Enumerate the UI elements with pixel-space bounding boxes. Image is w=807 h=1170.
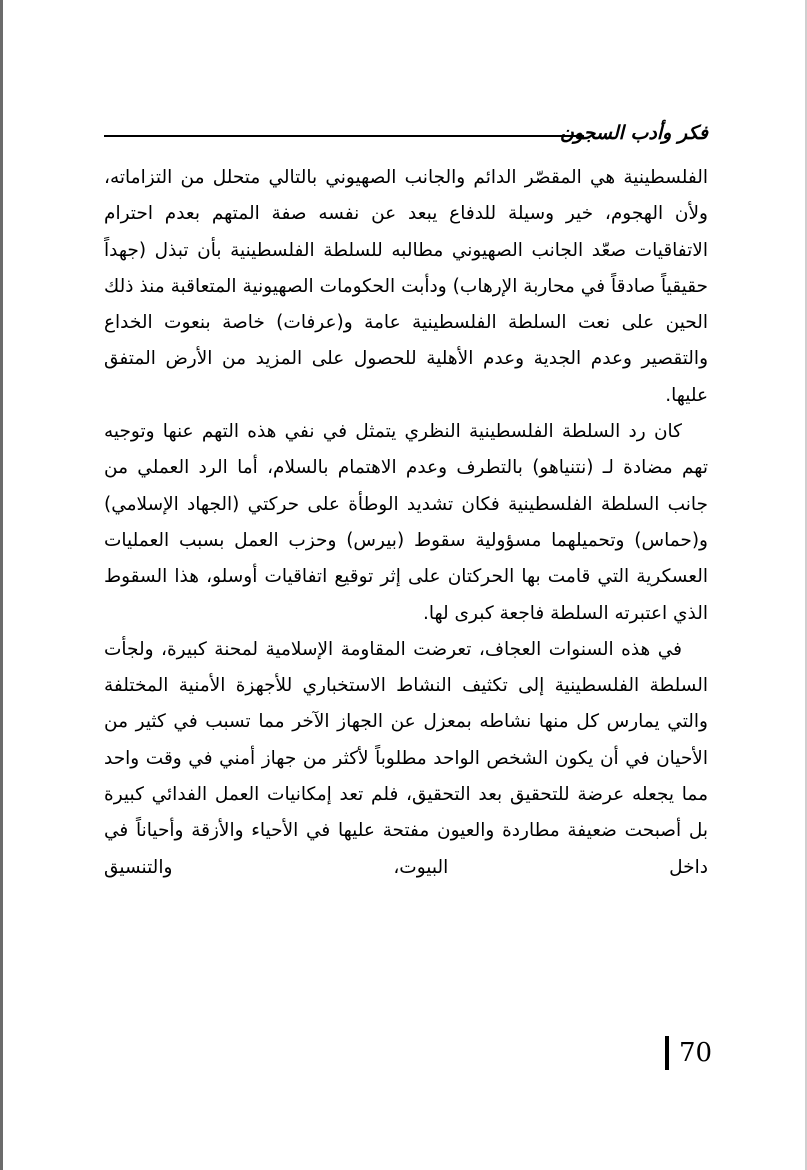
- page-number-bar: [665, 1036, 669, 1070]
- page-number: [665, 1036, 712, 1070]
- page-edge-left: [0, 0, 3, 1170]
- body-text: [104, 160, 708, 886]
- paragraph-1: الفلسطينية هي المقصّر الدائم والجانب الصهيوني بالتالي متحلل من التزاماته، ولأن الهجوم، خير وسيلة للدفاع يبعد عن نفسه صفة المتهم بعدم احترام الاتفاقيات صعّد الجانب الصهيوني مطالبه للسلطة الفلسطينية بأن تبذل (جهداً حقيقياً صادقاً في محاربة الإرهاب) ودأبت الحكومات الصهيونية المتعاقبة منذ ذلك الحين على نعت السلطة الفلسطينية عامة و(عرفات) خاصة بنعوت الخداع والتقصير وعدم الجدية وعدم الأهلية للحصول على المزيد من الأرض المتفق عليها.: [104, 167, 708, 406]
- running-header: [104, 118, 708, 154]
- paragraph-3: في هذه السنوات العجاف، تعرضت المقاومة الإسلامية لمحنة كبيرة، ولجأت السلطة الفلسطينية إلى تكثيف النشاط الاستخباري للأجهزة الأمنية المختلفة والتي يمارس كل منها نشاطه بمعزل عن الجهاز الآخر مما تسبب في كثير من الأحيان في أن يكون الشخص الواحد مطلوباً لأكثر من جهاز أمني في وقت واحد مما يجعله عرضة للتحقيق بعد التحقيق، فلم تعد إمكانيات العمل الفدائي كبيرة بل أصبحت ضعيفة مطاردة والعيون مفتحة عليها في الأحياء والأزقة وأحياناً في داخل البيوت، والتنسيق: [104, 638, 708, 878]
- page-number-text: 70: [679, 1038, 713, 1068]
- paragraph-2: كان رد السلطة الفلسطينية النظري يتمثل في نفي هذه التهم عنها وتوجيه تهم مضادة لـ (نتنياهو) بالتطرف وعدم الاهتمام بالسلام، أما الرد العملي من جانب السلطة الفلسطينية فكان تشديد الوطأة على حركتي (الجهاد الإسلامي) و(حماس) وتحميلهما مسؤولية سقوط (بيرس) وحزب العمل بسبب العمليات العسكرية التي قامت بها الحركتان على إثر توقيع اتفاقيات أوسلو، هذا السقوط الذي اعتبرته السلطة فاجعة كبرى لها.: [104, 421, 708, 624]
- running-header-title: فكر وأدب السجون: [559, 122, 708, 144]
- header-rule: [104, 135, 584, 137]
